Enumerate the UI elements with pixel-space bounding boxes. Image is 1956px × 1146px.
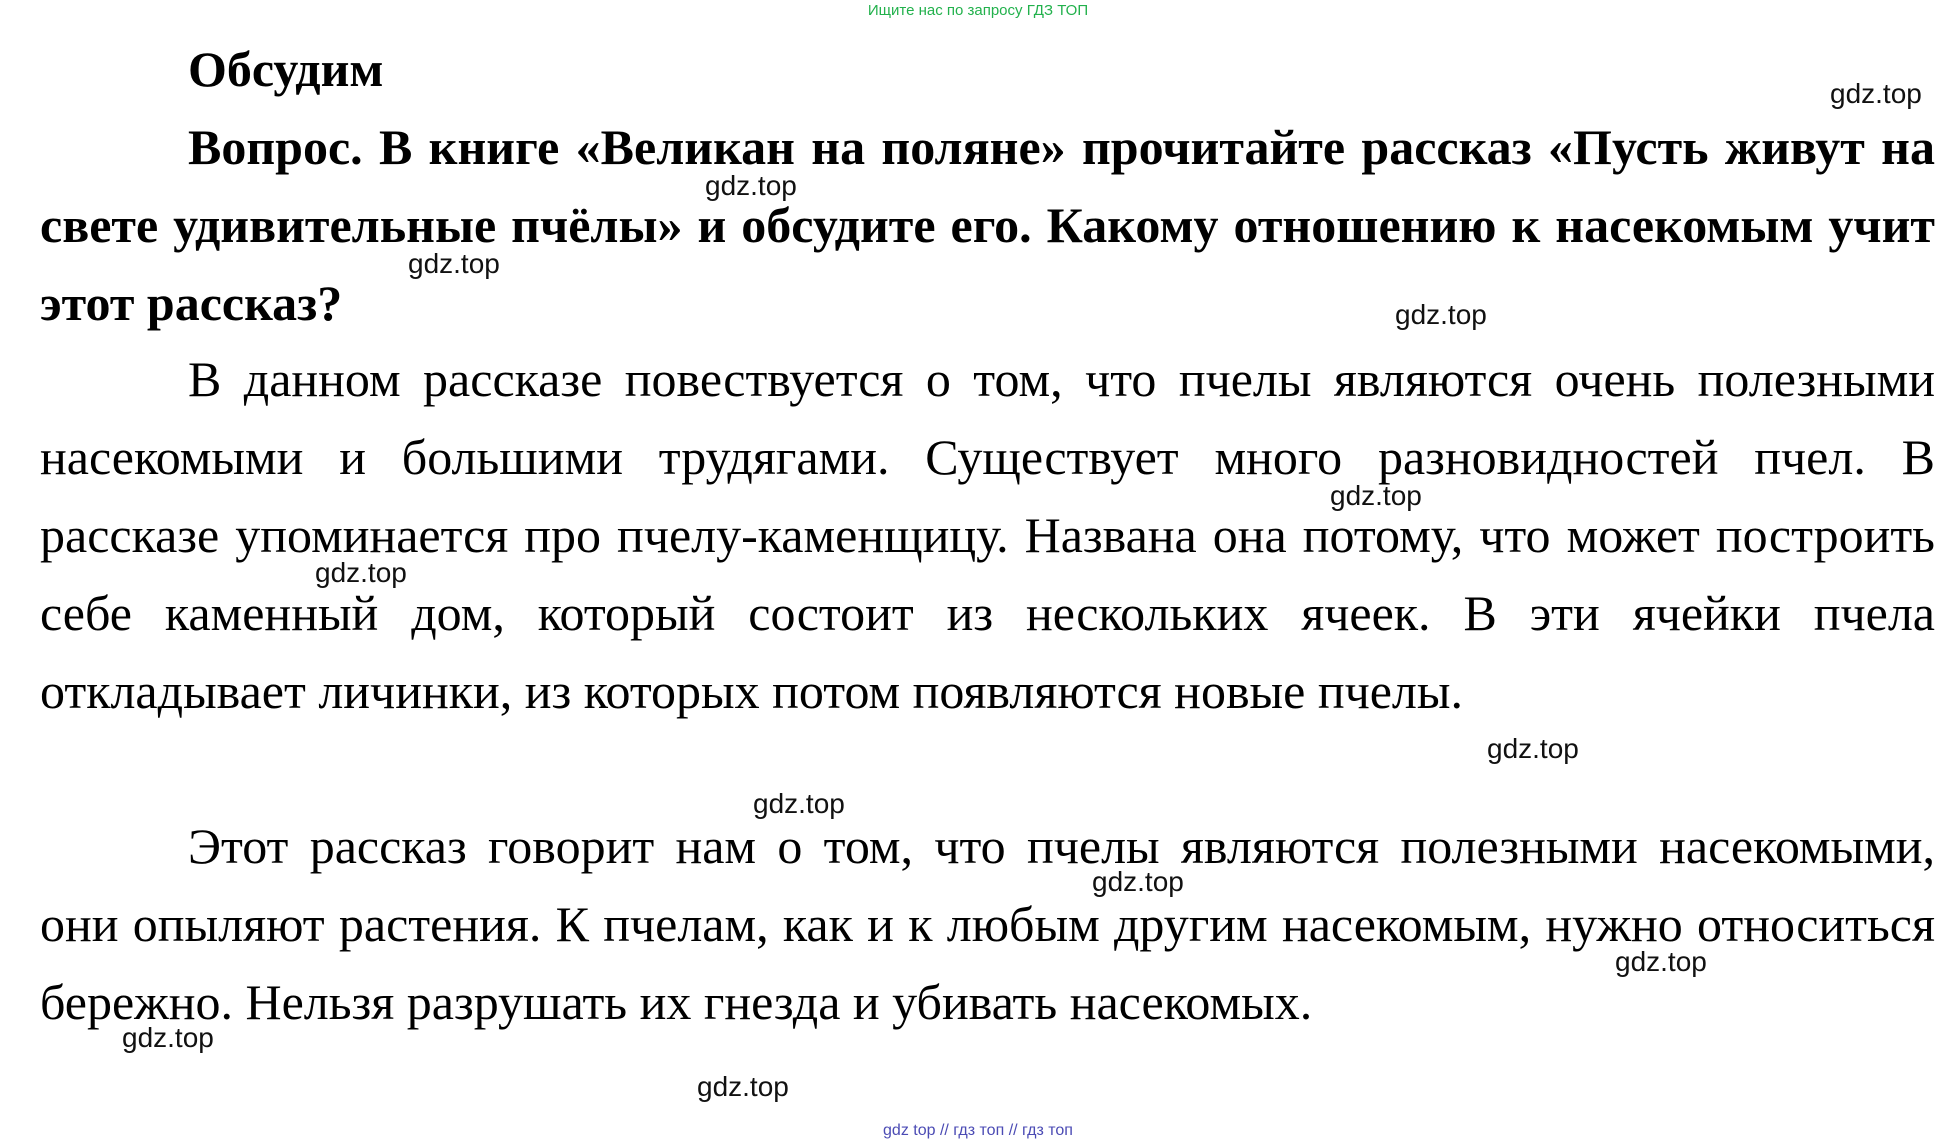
watermark: gdz.top [315, 557, 407, 588]
watermark: gdz.top [1487, 733, 1579, 764]
watermark: gdz.top [408, 248, 500, 279]
watermark: gdz.top [122, 1022, 214, 1053]
watermark: gdz.top [1330, 480, 1422, 511]
section-title: Обсудим [188, 41, 384, 97]
answer-paragraph-1: В данном рассказе повествуется о том, что пчелы являются очень полезными насекомыми и большими трудягами. Существует много разновидностей пчел. В рассказе упоминается про пчелу-каменщицу. Названа она потому, что может построить себе каменный дом, который состоит из нескольких ячеек. В эти ячейки пчела откладывает личинки, из которых потом появляются новые пчелы. [40, 351, 1935, 719]
watermark: gdz.top [1615, 946, 1707, 977]
answer-paragraph-2: Этот рассказ говорит нам о том, что пчелы являются полезными насекомыми, они опыляют растения. К пчелам, как и к любым другим насекомым, нужно относиться бережно. Нельзя разрушать их гнезда и убивать насекомых. [40, 818, 1935, 1030]
watermark: gdz.top [1092, 866, 1184, 897]
watermark: gdz.top [753, 788, 845, 819]
top-banner: Ищите нас по запросу ГДЗ ТОП [867, 2, 1089, 19]
watermark: gdz.top [1395, 299, 1487, 330]
watermark: gdz.top [697, 1071, 789, 1102]
bottom-banner: gdz top // гдз топ // гдз топ [883, 1122, 1073, 1139]
watermark: gdz.top [705, 170, 797, 201]
question-text: Вопрос. В книге «Великан на поляне» прочитайте рассказ «Пусть живут на свете удивительные пчёлы» и обсудите его. Какому отношению к насекомым учит этот рассказ? [40, 119, 1935, 331]
watermark: gdz.top [1830, 78, 1922, 109]
